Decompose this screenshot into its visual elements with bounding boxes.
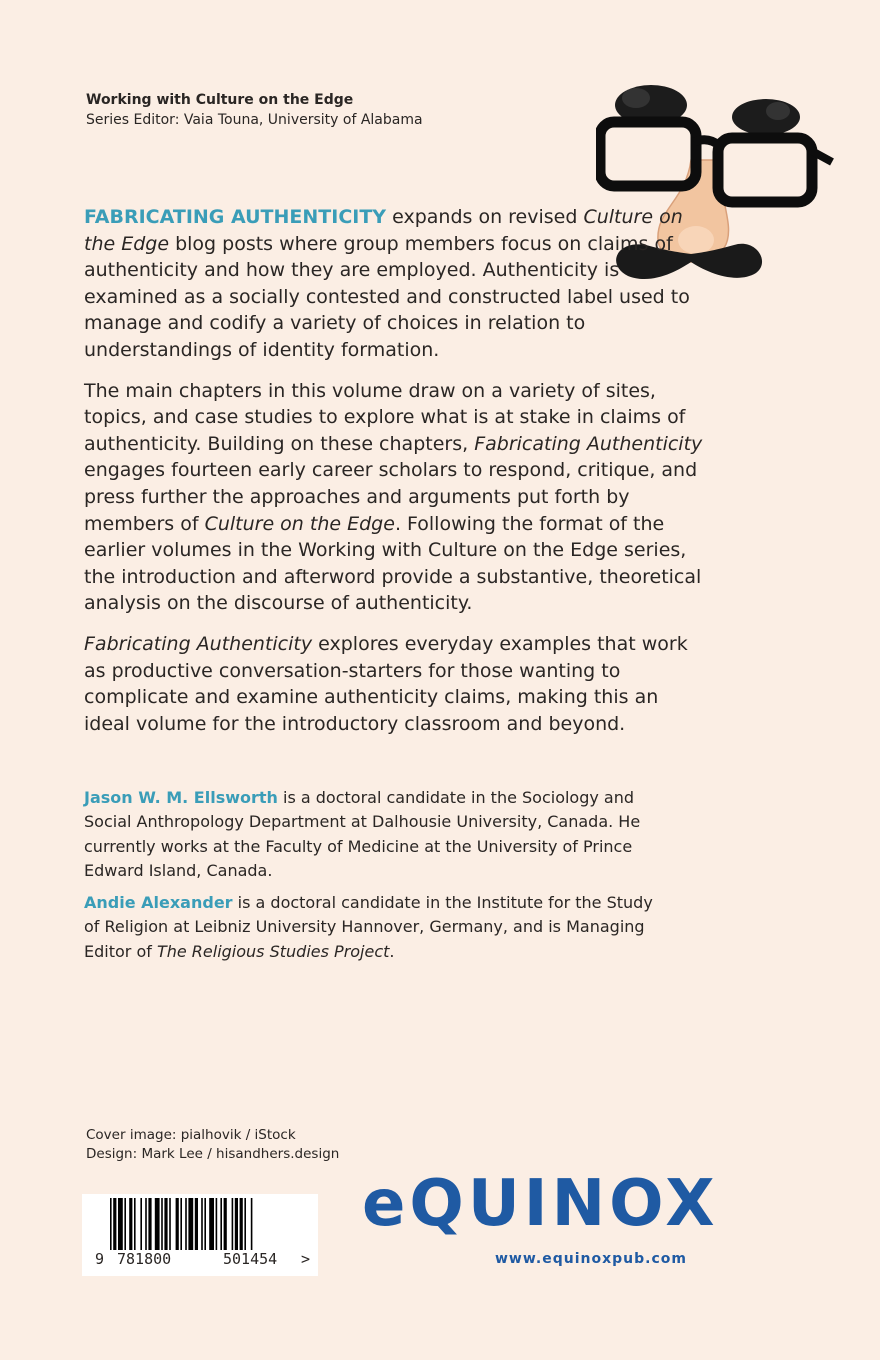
- barcode-bar: [201, 1198, 203, 1250]
- barcode-bar: [235, 1198, 238, 1250]
- barcode-bar: [110, 1198, 112, 1250]
- series-info: [86, 90, 423, 130]
- barcode-bar: [209, 1198, 214, 1250]
- barcode-bar: [204, 1198, 206, 1250]
- barcode-bar: [216, 1198, 218, 1250]
- series-editor: Series Editor: Vaia Touna, University of Alabama: [86, 112, 423, 128]
- barcode-bar: [164, 1198, 167, 1250]
- author-bios: [84, 786, 654, 972]
- barcode-bar: [224, 1198, 227, 1250]
- credits: [86, 1126, 339, 1163]
- barcode-bar: [161, 1198, 163, 1250]
- author-name-1: Jason W. M. Ellsworth: [84, 788, 278, 807]
- blurb-paragraph-3: Fabricating Authenticity explores everyday examples that work as productive conversation-starters for those wanting to complicate and examine authenticity claims, making this an ideal volume for the introductory classroom and beyond.: [84, 632, 688, 735]
- eyebrow-right: [732, 99, 800, 135]
- cover-image-credit: Cover image: pialhovik / iStock: [86, 1127, 296, 1143]
- isbn-group-1: 781800: [117, 1250, 172, 1268]
- author-name-2: Andie Alexander: [84, 893, 233, 913]
- isbn-barcode: [82, 1194, 318, 1276]
- barcode-bar: [240, 1198, 243, 1250]
- isbn-lead-digit: 9: [95, 1250, 105, 1268]
- barcode-bar: [188, 1198, 193, 1250]
- barcode-bar: [176, 1198, 179, 1250]
- barcode-bar: [113, 1198, 116, 1250]
- barcode-bar: [244, 1198, 246, 1250]
- isbn-digits: [82, 1250, 318, 1270]
- barcode-bar: [251, 1198, 253, 1250]
- barcode-bar: [169, 1198, 171, 1250]
- author-bio-2: Andie Alexander is a doctoral candidate in the Institute for the Study of Religion at Leibniz University Hannover, Germany, and is Managing Editor of The Religious Studies Project.: [84, 893, 653, 961]
- isbn-group-2: 501454: [223, 1250, 278, 1268]
- barcode-bar: [155, 1198, 160, 1250]
- barcode-bar: [232, 1198, 234, 1250]
- blurb-paragraph-1: FABRICATING AUTHENTICITY expands on revised Culture on the Edge blog posts where group members focus on claims of authenticity and how they are employed. Authenticity is examined as a socially contested and constructed label used to manage and codify a variety of choices in relation to understandings of identity formation.: [84, 206, 690, 361]
- author-bio-1: Jason W. M. Ellsworth is a doctoral candidate in the Sociology and Social Anthropology Department at Dalhousie University, Canada. He currently works at the Faculty of Medicine at the University of Prince Edward Island, Canada.: [84, 788, 641, 880]
- barcode-bar: [145, 1198, 147, 1250]
- glasses-frame: [600, 122, 832, 202]
- barcode-bar: [140, 1198, 142, 1250]
- publisher-url: www.equinoxpub.com: [495, 1251, 687, 1267]
- barcode-bar: [129, 1198, 132, 1250]
- blurb: [84, 204, 704, 751]
- barcode-bar: [180, 1198, 182, 1250]
- publisher-name: eQUINOX: [362, 1167, 719, 1241]
- blurb-paragraph-2: The main chapters in this volume draw on a variety of sites, topics, and case studies to explore what is at stake in claims of authenticity. Building on these chapters, Fabricating Authenticity engages fourteen early career scholars to respond, critique, and press further the approaches and arguments put forth by members of Culture on the Edge. Following the format of the earlier volumes in the Working with Culture on the Edge series, the introduction and afterword provide a substantive, theoretical analysis on the discourse of authenticity.: [84, 379, 703, 615]
- publisher-logo: [362, 1167, 719, 1275]
- design-credit: Design: Mark Lee / hisandhers.design: [86, 1145, 340, 1162]
- barcode-bar: [220, 1198, 222, 1250]
- barcode-bar: [195, 1198, 198, 1250]
- barcode-bar: [124, 1198, 126, 1250]
- barcode-bar: [134, 1198, 136, 1250]
- barcode-bar: [148, 1198, 151, 1250]
- series-title: Working with Culture on the Edge: [86, 92, 354, 108]
- barcode-bar: [185, 1198, 187, 1250]
- barcode-bar: [118, 1198, 123, 1250]
- book-title-highlight: FABRICATING AUTHENTICITY: [84, 206, 387, 228]
- isbn-arrow: >: [301, 1250, 311, 1268]
